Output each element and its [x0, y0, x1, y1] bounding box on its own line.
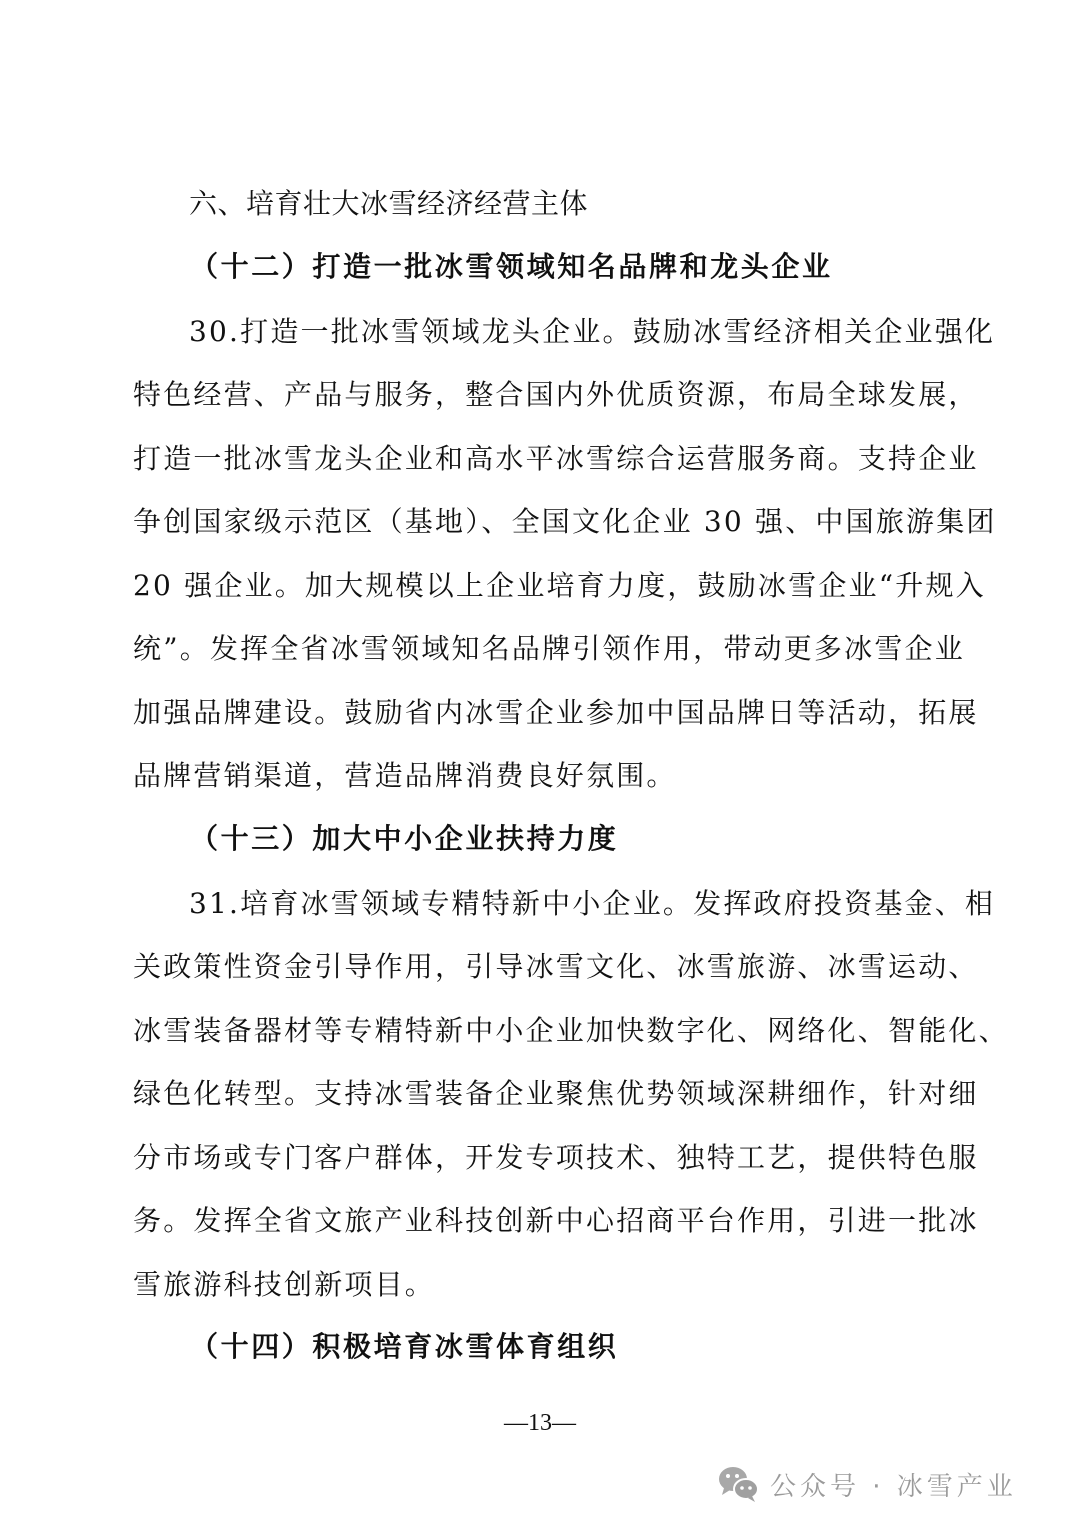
paragraph-line: 分市场或专门客户群体，开发专项技术、独特工艺，提供特色服	[133, 1141, 979, 1174]
paragraph-line: 统”。发挥全省冰雪领域知名品牌引领作用，带动更多冰雪企业	[133, 632, 965, 665]
paragraph-line: 加强品牌建设。鼓励省内冰雪企业参加中国品牌日等活动，拓展	[133, 696, 979, 729]
subsection-title-12: （十二）打造一批冰雪领域知名品牌和龙头企业	[190, 250, 833, 283]
paragraph-line: 30.打造一批冰雪领域龙头企业。鼓励冰雪经济相关企业强化	[189, 315, 996, 348]
subsection-title-14: （十四）积极培育冰雪体育组织	[190, 1330, 619, 1363]
page-number: —13—	[504, 1410, 576, 1436]
wechat-icon	[718, 1464, 760, 1504]
paragraph-line: 打造一批冰雪龙头企业和高水平冰雪综合运营服务商。支持企业	[133, 442, 979, 475]
paragraph-line: 争创国家级示范区（基地）、全国文化企业 30 强、中国旅游集团	[133, 505, 997, 538]
paragraph-line: 20 强企业。加大规模以上企业培育力度，鼓励冰雪企业“升规入	[133, 569, 986, 602]
paragraph-line: 冰雪装备器材等专精特新中小企业加快数字化、网络化、智能化、	[133, 1014, 1009, 1047]
paragraph-line: 务。发挥全省文旅产业科技创新中心招商平台作用，引进一批冰	[133, 1204, 979, 1237]
section-heading: 六、培育壮大冰雪经济经营主体	[189, 187, 589, 220]
paragraph-line: 品牌营销渠道，营造品牌消费良好氛围。	[133, 759, 677, 792]
watermark-text: 公众号 · 冰雪产业	[770, 1471, 1017, 1502]
paragraph-line: 绿色化转型。支持冰雪装备企业聚焦优势领域深耕细作，针对细	[133, 1077, 979, 1110]
paragraph-line: 特色经营、产品与服务，整合国内外优质资源，布局全球发展，	[133, 378, 979, 411]
paragraph-line: 雪旅游科技创新项目。	[133, 1268, 436, 1301]
paragraph-line: 31.培育冰雪领域专精特新中小企业。发挥政府投资基金、相	[189, 887, 996, 920]
wechat-watermark	[718, 1462, 1017, 1506]
paragraph-line: 关政策性资金引导作用，引导冰雪文化、冰雪旅游、冰雪运动、	[133, 950, 979, 983]
subsection-title-13: （十三）加大中小企业扶持力度	[190, 822, 619, 855]
